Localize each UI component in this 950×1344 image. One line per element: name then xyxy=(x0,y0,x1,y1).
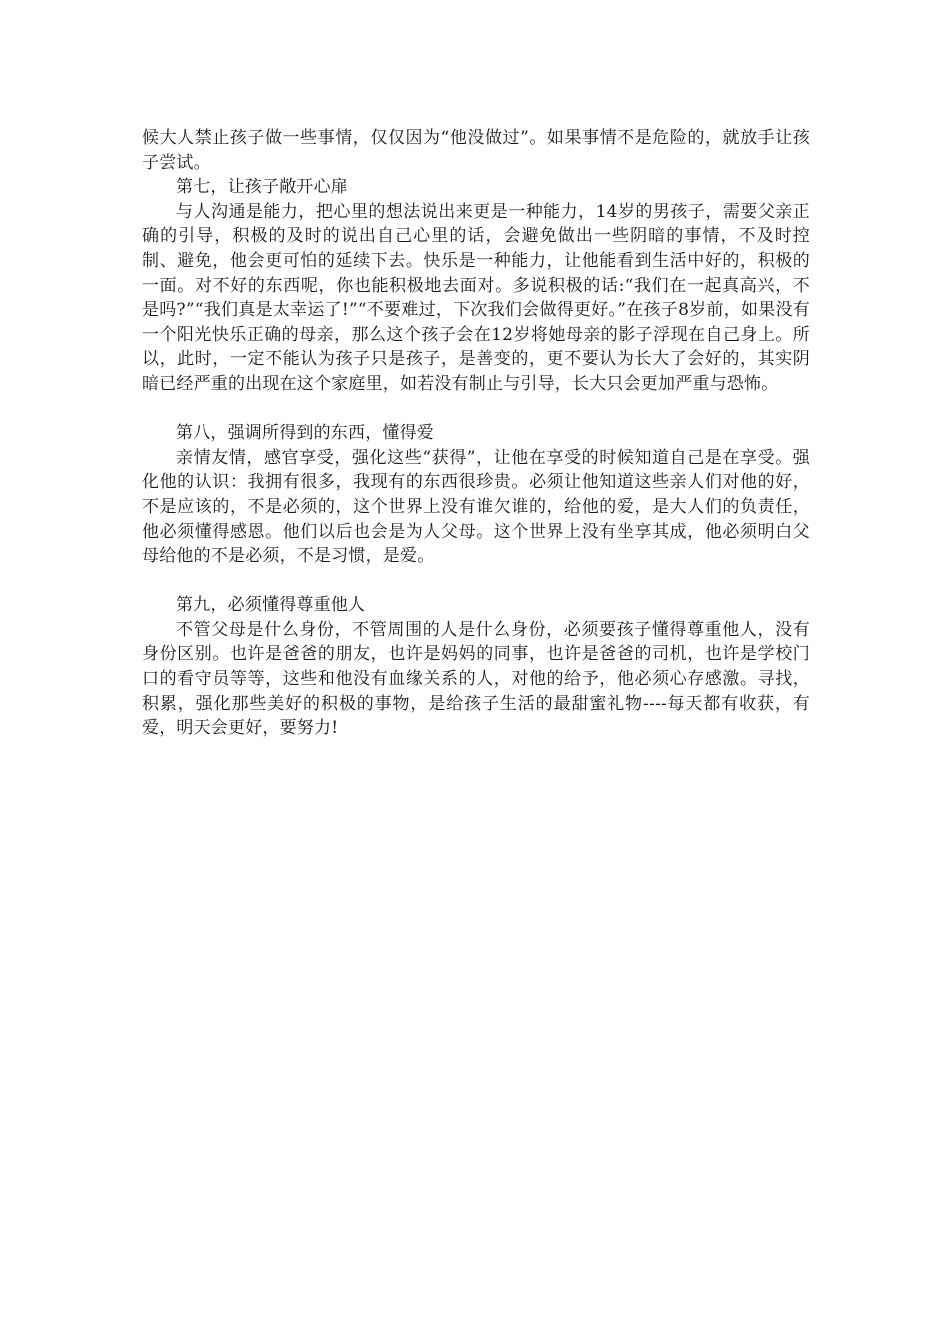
paragraph-communication: 与人沟通是能力，把心里的想法说出来更是一种能力，14岁的男孩子，需要父亲正确的引导，积极的及时的说出自己心里的话，会避免做出一些阴暗的事情，不及时控制、避免，他会更可怕的延续下去。快乐是一种能力，让他能看到生活中好的，积极的一面。对不好的东西呢，你也能积极地去面对。多说积极的话:“我们在一起真高兴，不是吗?”“我们真是太幸运了!”“不要难过，下次我们会做得更好。”在孩子8岁前，如果没有一个阳光快乐正确的母亲，那么这个孩子会在12岁将她母亲的影子浮现在自己身上。所以，此时，一定不能认为孩子只是孩子，是善变的，更不要认为长大了会好的，其实阴暗已经严重的出现在这个家庭里，如若没有制止与引导，长大只会更加严重与恐怖。 xyxy=(142,201,810,394)
paragraph-gap xyxy=(142,397,810,422)
paragraph-gratitude: 亲情友情，感官享受，强化这些“获得”，让他在享受的时候知道自己是在享受。强化他的认识：我拥有很多，我现有的东西很珍贵。必须让他知道这些亲人们对他的好，不是应该的，不是必须的，这个世界上没有谁欠谁的，给他的爱，是大人们的负责任，他必须懂得感恩。他们以后也会是为人父母。这个世界上没有坐享其成，他必须明白父母给他的不是必须，不是习惯，是爱。 xyxy=(142,447,810,567)
document-body xyxy=(142,126,810,741)
heading-ninth: 第九，必须懂得尊重他人 xyxy=(176,595,366,616)
paragraph-gap xyxy=(142,569,810,594)
paragraph-continuation: 候大人禁止孩子做一些事情，仅仅因为“他没做过”。如果事情不是危险的，就放手让孩子尝试。 xyxy=(142,128,810,173)
heading-seventh: 第七，让孩子敞开心扉 xyxy=(176,177,348,198)
heading-eighth: 第八，强调所得到的东西，懂得爱 xyxy=(176,423,434,444)
paragraph-respect: 不管父母是什么身份，不管周围的人是什么身份，必须要孩子懂得尊重他人，没有身份区别。也许是爸爸的朋友，也许是妈妈的同事，也许是爸爸的司机，也许是学校门口的看守员等等，这些和他没有血缘关系的人，对他的给予，他必须心存感激。寻找，积累，强化那些美好的积极的事物，是给孩子生活的最甜蜜礼物----每天都有收获，有爱，明天会更好，要努力! xyxy=(142,619,810,739)
